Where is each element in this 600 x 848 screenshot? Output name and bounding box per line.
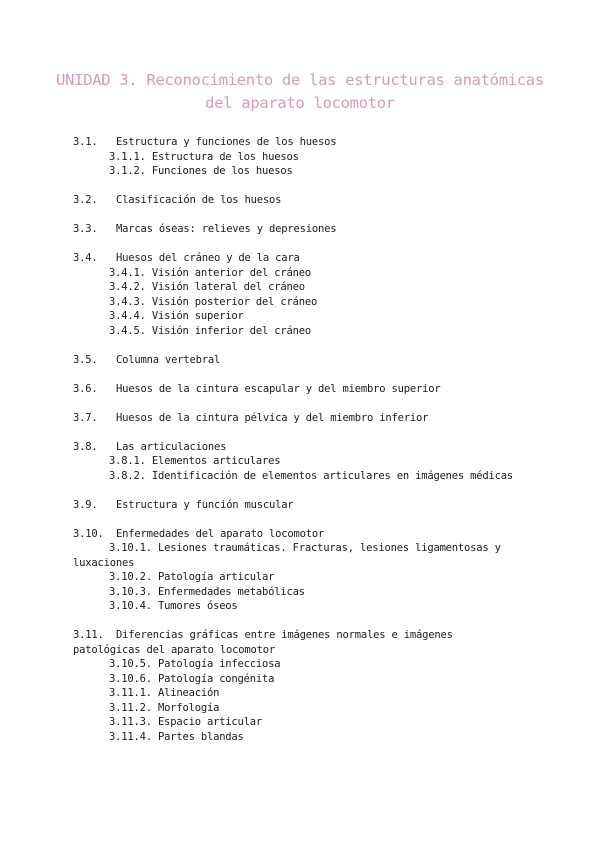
toc-section xyxy=(73,251,523,338)
subsection-item: 3.11.2. Morfología xyxy=(109,701,220,714)
section-heading xyxy=(73,222,523,237)
section-heading xyxy=(73,353,523,368)
unit-title: UNIDAD 3. Reconocimiento de las estructuras anatómicas del aparato locomotor xyxy=(56,71,544,112)
toc-section xyxy=(73,411,523,426)
section-number: 3.3. xyxy=(73,223,98,235)
section-label: Estructura y función muscular xyxy=(116,498,294,511)
section-number: 3.6. xyxy=(73,382,98,395)
subsection-item: 3.1.1. Estructura de los huesos xyxy=(109,150,299,163)
subsection-item: 3.4.3. Visión posterior del cráneo xyxy=(109,295,318,308)
section-label: Huesos de la cintura escapular y del miembro superior xyxy=(116,382,441,395)
subsection-item: 3.8.2. Identificación de elementos articulares en imágenes médicas xyxy=(109,469,514,482)
subsection-item: 3.10.2. Patología articular xyxy=(109,571,275,583)
subsection-item: 3.10.4. Tumores óseos xyxy=(109,600,238,612)
subsection-item: 3.4.4. Visión superior xyxy=(109,310,244,322)
subsection-item: 3.4.1. Visión anterior del cráneo xyxy=(109,266,312,279)
subsection-item: 3.10.3. Enfermedades metabólicas xyxy=(109,585,305,598)
section-label: Huesos del cráneo y de la cara xyxy=(116,252,300,264)
section-heading xyxy=(73,251,523,266)
section-heading xyxy=(73,382,523,397)
toc-section xyxy=(73,527,523,614)
section-heading xyxy=(73,193,523,208)
toc-section xyxy=(73,222,523,237)
toc-section xyxy=(73,440,523,484)
subsection-item: 3.10.6. Patología congénita xyxy=(109,672,275,685)
section-heading xyxy=(73,135,523,150)
section-number: 3.10. xyxy=(73,527,104,540)
section-label: Huesos de la cintura pélvica y del miembro inferior xyxy=(116,411,429,424)
section-label: Clasificación de los huesos xyxy=(116,194,282,206)
section-heading xyxy=(73,498,523,513)
table-of-contents xyxy=(73,135,523,759)
section-heading xyxy=(73,527,523,542)
subsection-item: 3.1.2. Funciones de los huesos xyxy=(109,165,293,177)
subsection-item: 3.11.3. Espacio articular xyxy=(109,716,263,728)
section-label: Enfermedades del aparato locomotor xyxy=(116,527,325,540)
toc-section xyxy=(73,193,523,208)
subsection-item: 3.10.1. Lesiones traumáticas. Fracturas, lesiones ligamentosas y luxaciones xyxy=(73,542,507,569)
section-label: Diferencias gráficas entre imágenes normales e imágenes patológicas del aparato locomotor xyxy=(73,629,459,656)
section-number: 3.7. xyxy=(73,411,98,424)
subsection-item: 3.4.5. Visión inferior del cráneo xyxy=(109,324,312,337)
section-label: Marcas óseas: relieves y depresiones xyxy=(116,223,337,235)
section-label: Estructura y funciones de los huesos xyxy=(116,136,337,148)
toc-section xyxy=(73,135,523,179)
section-heading xyxy=(73,411,523,426)
subsection-item: 3.4.2. Visión lateral del cráneo xyxy=(109,281,305,293)
section-number: 3.11. xyxy=(73,629,104,641)
section-number: 3.1. xyxy=(73,136,98,148)
section-number: 3.5. xyxy=(73,353,98,366)
subsection-item: 3.11.4. Partes blandas xyxy=(109,730,244,743)
subsection-item: 3.8.1. Elementos articulares xyxy=(109,455,281,467)
subsection-item: 3.11.1. Alineación xyxy=(109,687,220,699)
section-label: Las articulaciones xyxy=(116,440,227,453)
section-heading xyxy=(73,440,523,455)
section-number: 3.9. xyxy=(73,498,98,511)
section-number: 3.2. xyxy=(73,194,98,206)
section-number: 3.4. xyxy=(73,252,98,264)
section-number: 3.8. xyxy=(73,440,98,453)
section-heading xyxy=(73,628,523,657)
toc-section xyxy=(73,382,523,397)
subsection-item: 3.10.5. Patología infecciosa xyxy=(109,658,281,670)
toc-section xyxy=(73,353,523,368)
toc-section xyxy=(73,628,523,744)
toc-section xyxy=(73,498,523,513)
section-label: Columna vertebral xyxy=(116,353,221,366)
